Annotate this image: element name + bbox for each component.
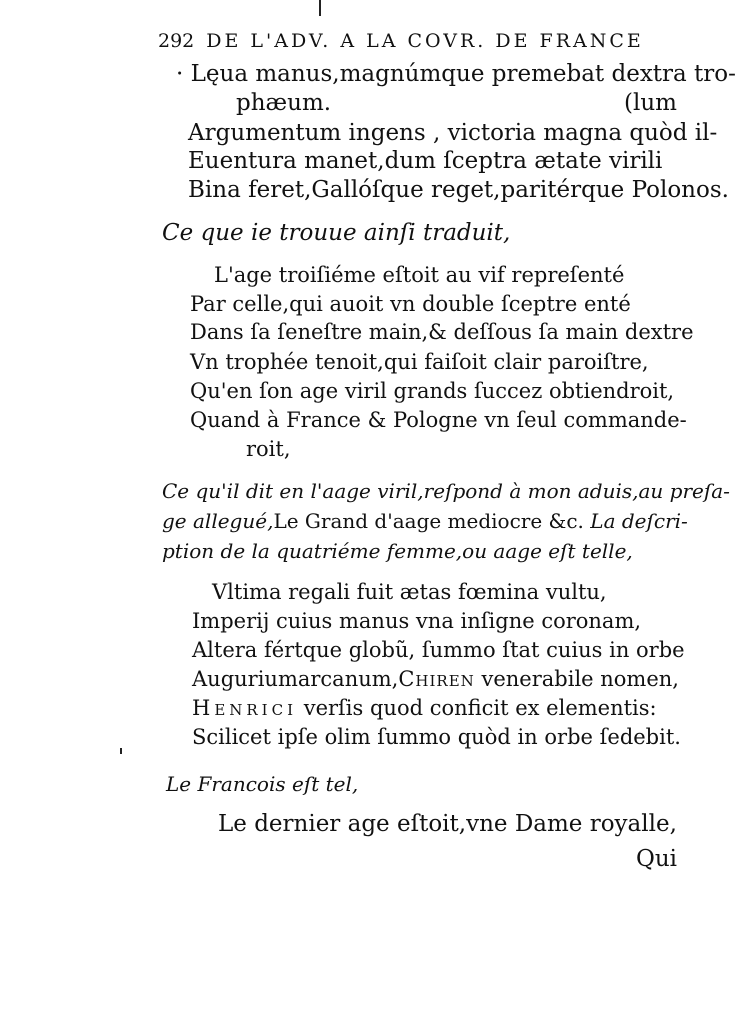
latin-line: Vltima regali fuit ætas fœmina vultu,	[212, 580, 607, 604]
catchword: Qui	[636, 846, 678, 872]
running-header	[158, 30, 644, 52]
latin-name-henrici: Henrici	[192, 696, 298, 720]
latin-line: Imperij cuius manus vna inſigne coronam,	[192, 609, 642, 633]
latin-line: Argumentum ingens , victoria magna quòd il-	[188, 120, 718, 146]
comment-roman: Le Grand d'aage mediocre &c.	[273, 509, 584, 533]
comment-line	[162, 507, 688, 535]
comment-line: ption de la quatriéme femme,ou aage eſt telle,	[162, 539, 633, 563]
latin-text: venerabile nomen,	[481, 667, 679, 691]
latin-line: Scilicet ipſe olim ſummo quòd in orbe ſedebit.	[192, 725, 681, 749]
verse-line: Par celle,qui auoit vn double ſceptre enté	[190, 292, 631, 316]
latin-line: phæum.	[236, 90, 332, 116]
verse-line: L'age troiſiéme eſtoit au vif repreſenté	[214, 263, 625, 287]
latin-line	[192, 694, 657, 722]
comment-line: Ce qu'il dit en l'aage viril,reſpond à mon aduis,au preſa-	[162, 479, 730, 503]
latin-line: Euentura manet,dum ſceptra ætate virili	[188, 148, 663, 174]
verse-line: Dans ſa ſeneſtre main,& deſſous ſa main dextre	[190, 320, 694, 344]
comment-italic-start: ge allegué,	[162, 509, 274, 533]
latin-name-chiren: Chiren	[398, 667, 475, 691]
verse-line: Qu'en ſon age viril grands ſuccez obtiendroit,	[190, 379, 675, 403]
margin-mark	[120, 748, 122, 754]
verse-line: Quand à France & Pologne vn ſeul commande-	[190, 408, 687, 432]
verse-line: Le dernier age eſtoit,vne Dame royalle,	[218, 811, 677, 837]
comment-italic-end: La deſcri-	[590, 509, 688, 533]
latin-text: verſis quod conficit ex elementis:	[303, 696, 657, 720]
latin-text: Auguriumarcanum,	[192, 667, 399, 691]
latin-line: Bina feret,Gallóſque reget,paritérque Polonos.	[188, 177, 729, 203]
latin-line: · Lęua manus,magnúmque premebat dextra tro-	[176, 61, 736, 87]
page-number: 292	[158, 30, 195, 52]
verse-line: roit,	[246, 437, 291, 461]
intro-line: Le Francois eſt tel,	[166, 772, 359, 796]
latin-line: Altera fértque globũ, ſummo ſtat cuius in orbe	[192, 638, 685, 662]
running-title: DE L'ADV. A LA COVR. DE FRANCE	[206, 30, 644, 52]
latin-line	[192, 665, 679, 693]
intro-line: Ce que ie trouue ainſi traduit,	[162, 220, 511, 246]
verse-line: Vn trophée tenoit,qui faiſoit clair paroiſtre,	[190, 350, 649, 374]
top-edge-mark	[319, 0, 321, 16]
latin-line-overflow: (lum	[624, 90, 677, 116]
